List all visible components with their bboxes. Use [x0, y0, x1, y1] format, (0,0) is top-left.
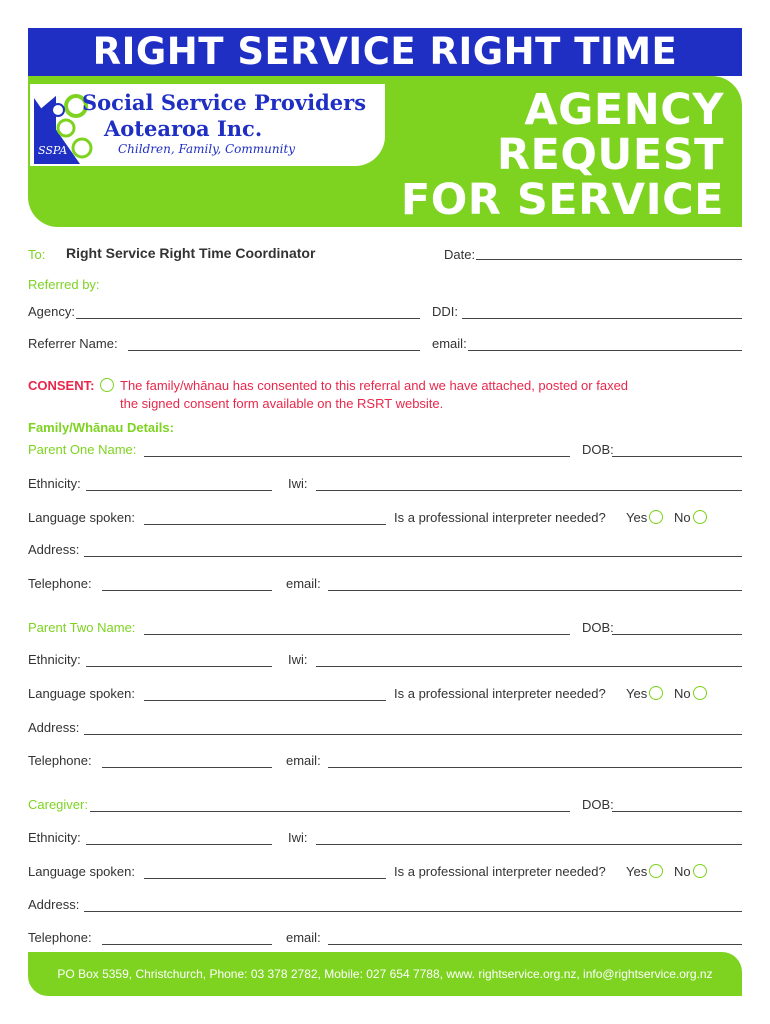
no-label: No — [674, 686, 691, 701]
parent-two-dob-field[interactable] — [612, 634, 742, 635]
parent-one-ethnicity-field[interactable] — [86, 490, 272, 491]
yes-label: Yes — [626, 510, 648, 525]
caregiver-interpreter-question: Is a professional interpreter needed? — [394, 864, 606, 879]
caregiver-email-label: email: — [286, 930, 321, 945]
yes-circle-icon — [649, 686, 663, 700]
to-recipient: Right Service Right Time Coordinator — [66, 245, 316, 261]
consent-circle-icon — [100, 378, 114, 392]
parent-two-address-label: Address: — [28, 720, 80, 735]
caregiver-ethnicity-row — [28, 830, 742, 850]
consent-checkbox[interactable] — [98, 378, 114, 393]
no-label: No — [674, 864, 691, 879]
parent-one-email-label: email: — [286, 576, 321, 591]
parent-two-address-row — [28, 720, 742, 740]
caregiver-iwi-label: Iwi: — [288, 830, 308, 845]
org-logo — [30, 84, 385, 166]
parent-two-ethnicity-row — [28, 652, 742, 672]
referred-by-row — [28, 277, 742, 297]
caregiver-language-label: Language spoken: — [28, 864, 135, 879]
caregiver-yes-option[interactable] — [626, 864, 663, 879]
parent-one-yes-option[interactable] — [626, 510, 663, 525]
form-title-line1: AGENCY — [524, 85, 724, 135]
parent-one-iwi-label: Iwi: — [288, 476, 308, 491]
org-abbreviation: SSPA — [38, 144, 68, 157]
parent-two-interpreter-question: Is a professional interpreter needed? — [394, 686, 606, 701]
no-circle-icon — [693, 510, 707, 524]
parent-two-row — [28, 620, 742, 640]
no-label: No — [674, 510, 691, 525]
parent-one-row — [28, 442, 742, 462]
family-heading-row — [28, 420, 742, 440]
parent-one-language-row — [28, 510, 742, 530]
referrer-row — [28, 336, 742, 356]
date-label: Date: — [444, 247, 476, 262]
banner-title: RIGHT SERVICE RIGHT TIME — [28, 28, 742, 76]
parent-one-no-option[interactable] — [674, 510, 707, 525]
parent-one-dob-label: DOB: — [582, 442, 614, 457]
to-label: To: — [28, 247, 46, 262]
parent-two-yes-option[interactable] — [626, 686, 663, 701]
ddi-field[interactable] — [462, 318, 742, 319]
parent-one-label: Parent One Name: — [28, 442, 137, 457]
parent-one-telephone-field[interactable] — [102, 590, 272, 591]
parent-two-language-label: Language spoken: — [28, 686, 135, 701]
parent-one-email-field[interactable] — [328, 590, 742, 591]
caregiver-contact-row — [28, 930, 742, 950]
parent-one-ethnicity-label: Ethnicity: — [28, 476, 81, 491]
parent-one-ethnicity-row — [28, 476, 742, 496]
parent-two-no-option[interactable] — [674, 686, 707, 701]
form-title-line3: FOR SERVICE — [400, 175, 724, 225]
no-circle-icon — [693, 864, 707, 878]
parent-two-telephone-label: Telephone: — [28, 753, 92, 768]
caregiver-label: Caregiver: — [28, 797, 88, 812]
parent-one-contact-row — [28, 576, 742, 596]
agency-field[interactable] — [76, 318, 420, 319]
caregiver-address-row — [28, 897, 742, 917]
org-tagline: Children, Family, Community — [118, 142, 296, 156]
consent-label: CONSENT: — [28, 378, 95, 393]
agency-row — [28, 304, 742, 324]
caregiver-ethnicity-field[interactable] — [86, 844, 272, 845]
org-name-line1: Social Service Providers — [82, 90, 367, 115]
caregiver-name-field[interactable] — [90, 811, 570, 812]
caregiver-dob-label: DOB: — [582, 797, 614, 812]
referred-by-heading: Referred by: — [28, 277, 100, 292]
caregiver-iwi-field[interactable] — [316, 844, 742, 845]
parent-one-telephone-label: Telephone: — [28, 576, 92, 591]
ddi-label: DDI: — [432, 304, 458, 319]
consent-text-line2: the signed consent form available on the RSRT website. — [120, 396, 444, 411]
parent-one-language-label: Language spoken: — [28, 510, 135, 525]
parent-one-address-label: Address: — [28, 542, 80, 557]
agency-label: Agency: — [28, 304, 75, 319]
family-details-heading: Family/Whānau Details: — [28, 420, 174, 435]
parent-two-language-row — [28, 686, 742, 706]
parent-one-interpreter-question: Is a professional interpreter needed? — [394, 510, 606, 525]
caregiver-email-field[interactable] — [328, 944, 742, 945]
referrer-email-label: email: — [432, 336, 467, 351]
parent-one-iwi-field[interactable] — [316, 490, 742, 491]
caregiver-row — [28, 797, 742, 817]
parent-two-name-field[interactable] — [144, 634, 570, 635]
parent-two-ethnicity-label: Ethnicity: — [28, 652, 81, 667]
parent-two-iwi-label: Iwi: — [288, 652, 308, 667]
parent-two-email-field[interactable] — [328, 767, 742, 768]
consent-text-line1: The family/whānau has consented to this referral and we have attached, posted or faxed — [120, 378, 629, 393]
yes-circle-icon — [649, 864, 663, 878]
caregiver-ethnicity-label: Ethnicity: — [28, 830, 81, 845]
caregiver-no-option[interactable] — [674, 864, 707, 879]
caregiver-language-row — [28, 864, 742, 884]
caregiver-telephone-label: Telephone: — [28, 930, 92, 945]
caregiver-dob-field[interactable] — [612, 811, 742, 812]
parent-two-language-field[interactable] — [144, 700, 386, 701]
parent-one-language-field[interactable] — [144, 524, 386, 525]
yes-label: Yes — [626, 864, 648, 879]
parent-two-address-field[interactable] — [84, 734, 742, 735]
referrer-name-label: Referrer Name: — [28, 336, 118, 351]
caregiver-address-field[interactable] — [84, 911, 742, 912]
parent-two-iwi-field[interactable] — [316, 666, 742, 667]
parent-two-email-label: email: — [286, 753, 321, 768]
no-circle-icon — [693, 686, 707, 700]
referrer-name-field[interactable] — [128, 350, 420, 351]
parent-two-dob-label: DOB: — [582, 620, 614, 635]
parent-two-ethnicity-field[interactable] — [86, 666, 272, 667]
caregiver-language-field[interactable] — [144, 878, 386, 879]
parent-one-address-field[interactable] — [84, 556, 742, 557]
caregiver-address-label: Address: — [28, 897, 80, 912]
parent-one-address-row — [28, 542, 742, 562]
parent-two-contact-row — [28, 753, 742, 773]
yes-circle-icon — [649, 510, 663, 524]
consent-row — [28, 378, 742, 414]
org-name-line2: Aotearoa Inc. — [104, 116, 263, 141]
referrer-email-field[interactable] — [468, 350, 742, 351]
parent-two-telephone-field[interactable] — [102, 767, 272, 768]
caregiver-telephone-field[interactable] — [102, 944, 272, 945]
parent-one-dob-field[interactable] — [612, 456, 742, 457]
yes-label: Yes — [626, 686, 648, 701]
form-title — [400, 85, 724, 225]
to-row — [28, 245, 742, 265]
parent-two-label: Parent Two Name: — [28, 620, 136, 635]
date-field[interactable] — [476, 259, 742, 260]
footer-contact: PO Box 5359, Christchurch, Phone: 03 378 2782, Mobile: 027 654 7788, www. rightservice.org.nz, info@rightservice.org.nz — [28, 952, 742, 996]
parent-one-name-field[interactable] — [144, 456, 570, 457]
form-title-line2: REQUEST — [496, 130, 724, 180]
